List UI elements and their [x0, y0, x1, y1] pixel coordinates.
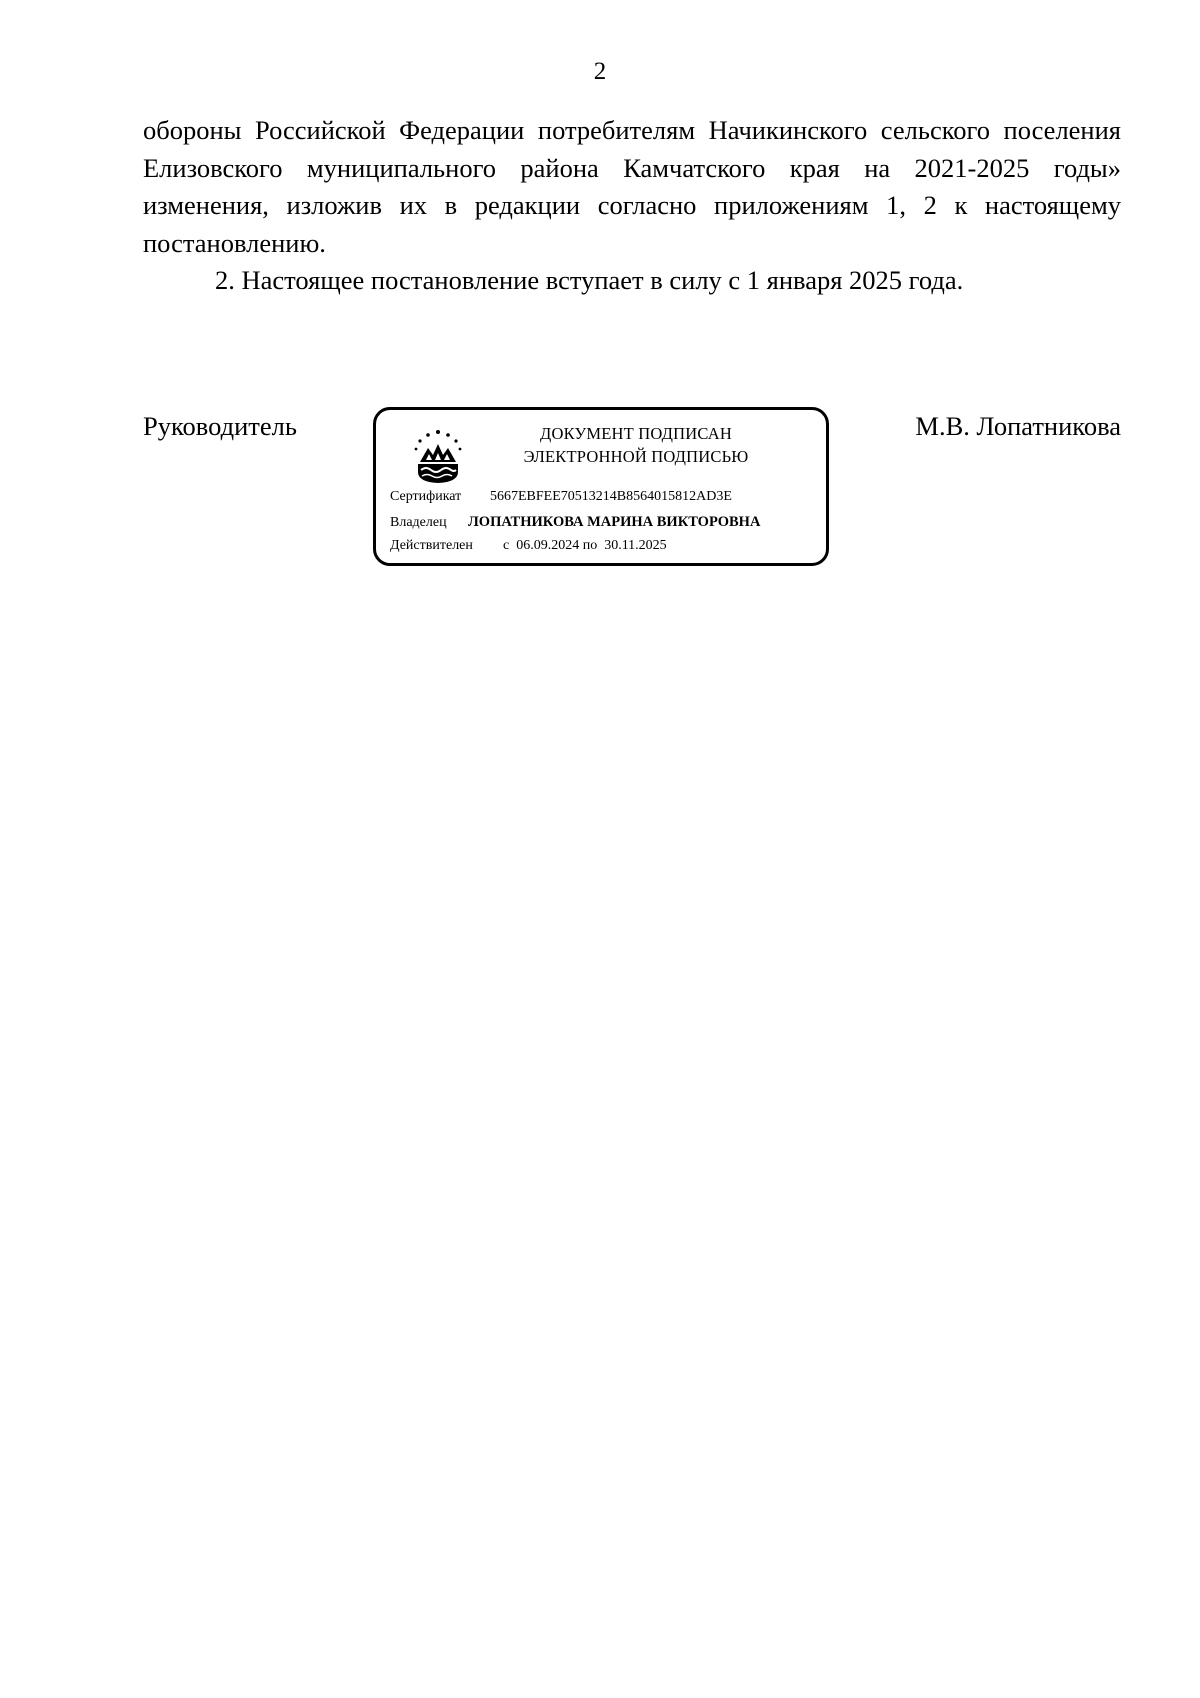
- stamp-certificate-row: [390, 487, 732, 507]
- body-paragraph: 2. Настоящее постановление вступает в силу с 1 января 2025 года.: [215, 265, 964, 295]
- body-paragraph: обороны Российской Федерации потребителям Начикинского сельского поселения Елизовского муниципального района Камчатского края на 2021-2025 годы» изменения, изложив их в редакции согласно приложениям 1, 2 к настоящему постановлению.: [143, 115, 1121, 258]
- stamp-heading-line: ДОКУМЕНТ ПОДПИСАН: [540, 424, 732, 443]
- owner-value: ЛОПАТНИКОВА МАРИНА ВИКТОРОВНА: [468, 514, 761, 530]
- certificate-label: Сертификат: [390, 489, 462, 504]
- certificate-value: 5667EBFEE70513214B8564015812AD3E: [490, 489, 732, 504]
- page-number: 2: [593, 58, 607, 85]
- electronic-signature-stamp: [373, 407, 829, 566]
- owner-label: Владелец: [390, 515, 447, 530]
- signatory-name: М.В. Лопатникова: [915, 411, 1121, 441]
- stamp-validity-row: [390, 536, 667, 556]
- kamchatka-coat-of-arms-icon: [412, 428, 464, 484]
- stamp-heading-line: ЭЛЕКТРОННОЙ ПОДПИСЬЮ: [523, 447, 749, 466]
- document-body: [143, 112, 1121, 300]
- validity-value: с 06.09.2024 по 30.11.2025: [503, 538, 667, 553]
- stamp-owner-row: [390, 512, 760, 533]
- validity-label: Действителен: [390, 538, 473, 553]
- stamp-heading: [486, 422, 786, 468]
- signatory-title: Руководитель: [143, 411, 297, 441]
